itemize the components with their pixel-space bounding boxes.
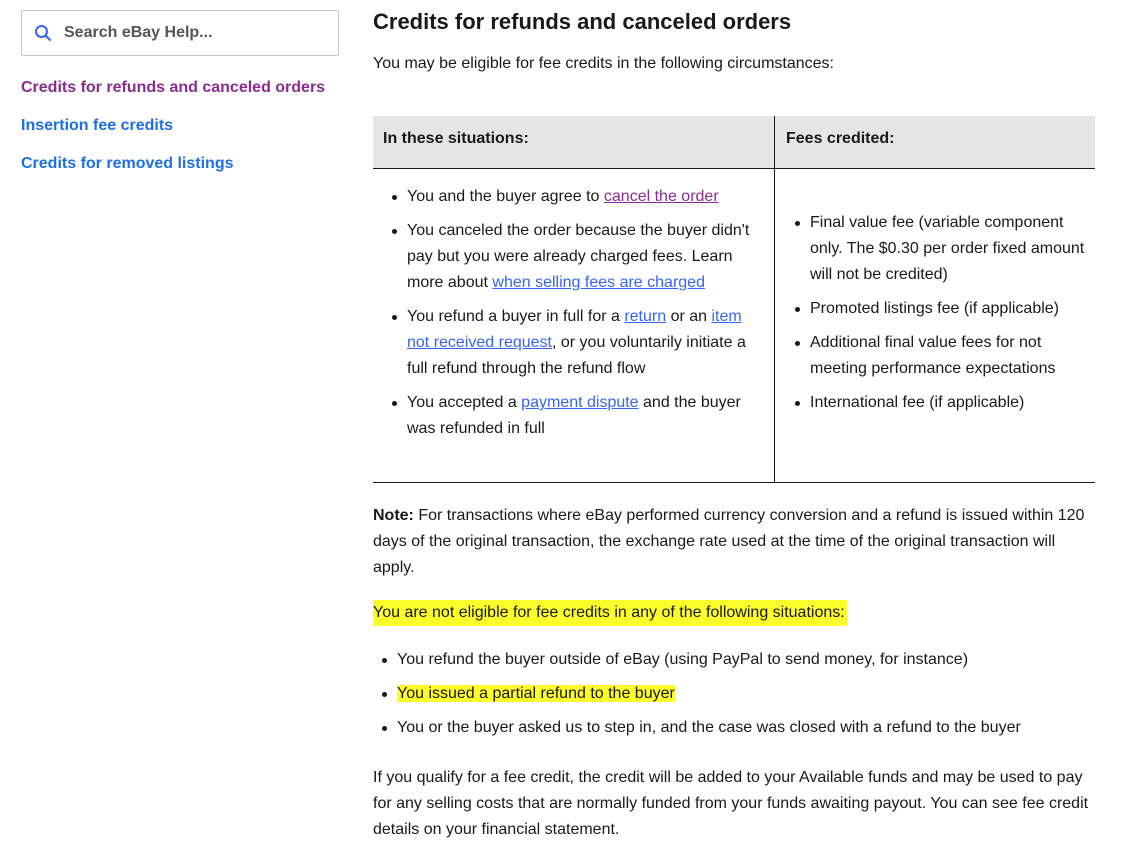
fees-list — [810, 210, 1095, 424]
selling-fees-link[interactable]: when selling fees are charged — [492, 274, 705, 291]
list-item: Additional final value fees for not meeting performance expectations — [810, 330, 1095, 382]
table-divider — [774, 116, 775, 482]
not-eligible-heading: You are not eligible for fee credits in any of the following situations: — [373, 600, 847, 626]
item-not-received-link[interactable]: item not received request — [407, 308, 742, 351]
sidebar-item-removed-listings[interactable]: Credits for removed listings — [21, 155, 234, 172]
table-header — [373, 116, 1095, 169]
list-item: You or the buyer asked us to step in, and the case was closed with a refund to the buyer — [397, 715, 1021, 749]
intro-text: You may be eligible for fee credits in the following circumstances: — [373, 55, 834, 72]
situations-list — [407, 184, 757, 450]
list-item: Promoted listings fee (if applicable) — [810, 296, 1095, 322]
page-title: Credits for refunds and canceled orders — [373, 9, 792, 34]
list-item: You canceled the order because the buyer didn't pay but you were already charged fees. Learn more about when selling fees are charged — [407, 218, 757, 296]
fee-credit-table — [373, 116, 1095, 483]
note-label: Note: — [373, 507, 414, 524]
table-header-situations: In these situations: — [383, 130, 529, 147]
list-item: Final value fee (variable component only. The $0.30 per order fixed amount will not be credited) — [810, 210, 1095, 288]
search-input[interactable] — [64, 24, 304, 42]
list-item: International fee (if applicable) — [810, 390, 1095, 416]
list-item: You issued a partial refund to the buyer — [397, 681, 1021, 715]
sidebar-nav — [21, 78, 325, 192]
fee-credit-info: If you qualify for a fee credit, the credit will be added to your Available funds and may be used to pay for any selling costs that are normally funded from your funds awaiting payout. You can see fee credit details on your financial statement. — [373, 769, 1089, 838]
list-item: You refund a buyer in full for a return or an item not received request, or you voluntarily initiate a full refund through the refund flow — [407, 304, 757, 382]
table-header-fees: Fees credited: — [786, 130, 895, 147]
list-item: You and the buyer agree to cancel the order — [407, 184, 757, 210]
search-icon — [34, 24, 52, 42]
not-eligible-list — [397, 647, 1021, 749]
payment-dispute-link[interactable]: payment dispute — [521, 394, 639, 411]
list-item: You accepted a payment dispute and the buyer was refunded in full — [407, 390, 757, 442]
sidebar-item-credits-refunds[interactable]: Credits for refunds and canceled orders — [21, 79, 326, 96]
return-link[interactable]: return — [624, 308, 667, 325]
currency-note: Note: For transactions where eBay performed currency conversion and a refund is issued within 120 days of the original transaction, the exchange rate used at the time of the original transaction will apply. — [373, 507, 1085, 576]
cancel-order-link[interactable]: cancel the order — [603, 188, 719, 205]
list-item: You refund the buyer outside of eBay (using PayPal to send money, for instance) — [397, 647, 1021, 681]
search-box[interactable] — [21, 10, 339, 56]
sidebar-item-insertion-fee-credits[interactable]: Insertion fee credits — [21, 117, 174, 134]
